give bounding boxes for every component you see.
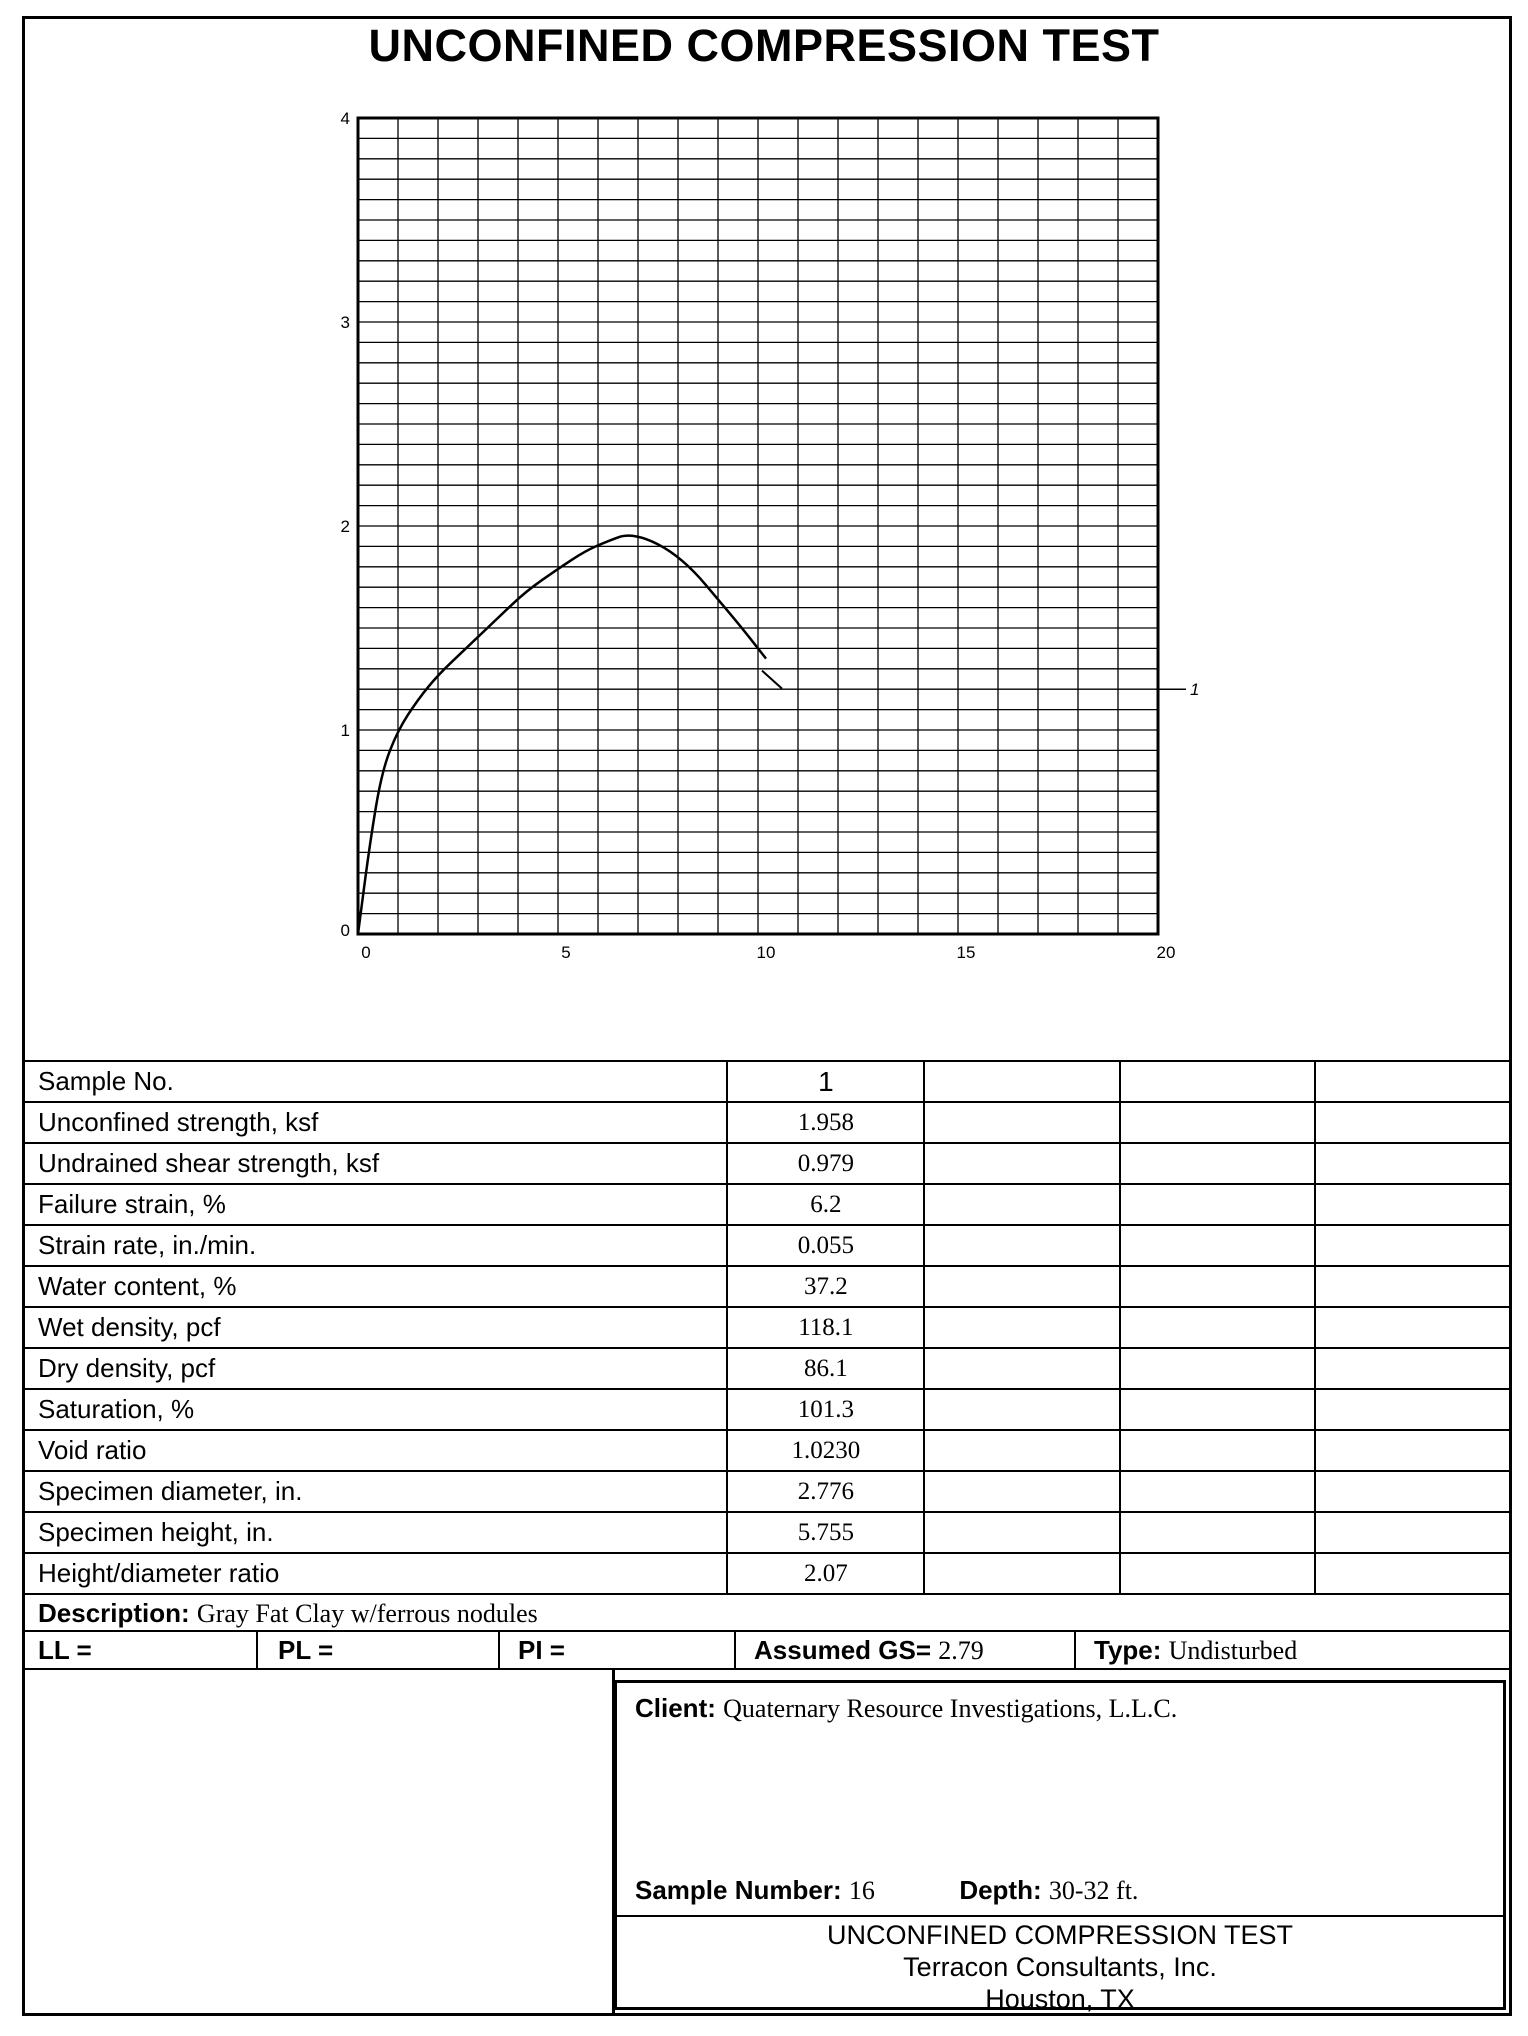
table-row <box>23 1266 1511 1307</box>
row-label: Sample No. <box>23 1061 727 1102</box>
table-row <box>23 1430 1511 1471</box>
row-value: 1 <box>727 1061 924 1102</box>
empty-cell <box>1120 1184 1316 1225</box>
table-row <box>23 1225 1511 1266</box>
empty-cell <box>924 1348 1120 1389</box>
empty-cell <box>1120 1266 1316 1307</box>
row-value: 118.1 <box>727 1307 924 1348</box>
table-row <box>23 1061 1511 1102</box>
limits-row <box>22 1632 1512 1670</box>
table-row <box>23 1307 1511 1348</box>
empty-cell <box>1315 1512 1511 1553</box>
empty-cell <box>1120 1471 1316 1512</box>
footer-title: UNCONFINED COMPRESSION TEST <box>826 1920 1294 1950</box>
table-row <box>23 1184 1511 1225</box>
empty-cell <box>1315 1471 1511 1512</box>
empty-cell <box>924 1389 1120 1430</box>
company-name: Terracon Consultants, Inc. <box>903 1952 1217 1982</box>
empty-cell <box>1315 1389 1511 1430</box>
row-label: Water content, % <box>23 1266 727 1307</box>
x-tick-label: 10 <box>756 943 776 962</box>
row-value: 101.3 <box>727 1389 924 1430</box>
row-label: Saturation, % <box>23 1389 727 1430</box>
row-value: 0.055 <box>727 1225 924 1266</box>
y-tick-label: 3 <box>340 313 350 332</box>
stress-strain-curve <box>358 536 766 934</box>
pi-label: PI = <box>518 1635 565 1665</box>
empty-cell <box>1120 1102 1316 1143</box>
y-tick-label: 1 <box>340 721 350 740</box>
empty-cell <box>924 1102 1120 1143</box>
empty-cell <box>924 1430 1120 1471</box>
empty-cell <box>1315 1143 1511 1184</box>
title-block <box>617 1915 1503 2014</box>
y-tick-label: 4 <box>340 109 350 128</box>
x-tick-labels <box>361 943 1175 962</box>
empty-cell <box>1120 1348 1316 1389</box>
row-value: 1.958 <box>727 1102 924 1143</box>
stress-strain-chart <box>0 0 1528 1000</box>
empty-cell <box>924 1143 1120 1184</box>
table-row <box>23 1389 1511 1430</box>
table-row <box>23 1143 1511 1184</box>
empty-cell <box>1315 1061 1511 1102</box>
ll-label: LL = <box>38 1635 92 1665</box>
empty-cell <box>1315 1348 1511 1389</box>
row-value: 2.07 <box>727 1553 924 1594</box>
row-label: Strain rate, in./min. <box>23 1225 727 1266</box>
results-table <box>22 1060 1512 1595</box>
empty-cell <box>1315 1430 1511 1471</box>
empty-cell <box>924 1307 1120 1348</box>
empty-cell <box>1120 1307 1316 1348</box>
failure-mark <box>762 671 782 689</box>
row-value: 6.2 <box>727 1184 924 1225</box>
row-value: 86.1 <box>727 1348 924 1389</box>
page-title: UNCONFINED COMPRESSION TEST <box>368 20 1160 71</box>
x-tick-label: 20 <box>1156 943 1176 962</box>
row-label: Specimen height, in. <box>23 1512 727 1553</box>
description-row <box>22 1594 1512 1632</box>
row-label: Specimen diameter, in. <box>23 1471 727 1512</box>
empty-cell <box>1120 1061 1316 1102</box>
empty-cell <box>1315 1266 1511 1307</box>
row-value: 2.776 <box>727 1471 924 1512</box>
row-value: 1.0230 <box>727 1430 924 1471</box>
empty-cell <box>1120 1143 1316 1184</box>
x-tick-label: 15 <box>956 943 976 962</box>
empty-cell <box>924 1471 1120 1512</box>
row-label: Undrained shear strength, ksf <box>23 1143 727 1184</box>
x-tick-label: 5 <box>561 943 571 962</box>
empty-cell <box>924 1553 1120 1594</box>
row-value: 37.2 <box>727 1266 924 1307</box>
table-row <box>23 1553 1511 1594</box>
company-location: Houston, TX <box>985 1984 1135 2014</box>
row-value: 5.755 <box>727 1512 924 1553</box>
empty-cell <box>1315 1102 1511 1143</box>
table-row <box>23 1102 1511 1143</box>
chart-grid <box>358 118 1158 934</box>
x-tick-label: 0 <box>361 943 371 962</box>
info-box <box>614 1680 1506 2014</box>
y-tick-labels <box>341 109 350 940</box>
empty-cell <box>1120 1512 1316 1553</box>
series-label: 1 <box>1190 680 1200 700</box>
description-value: Gray Fat Clay w/ferrous nodules <box>196 1599 538 1628</box>
sample-type: Type: Undisturbed <box>1094 1635 1298 1665</box>
table-row <box>23 1471 1511 1512</box>
sample-line: Sample Number: 16 Depth: 30-32 ft. <box>635 1875 1139 1905</box>
table-row <box>23 1348 1511 1389</box>
description-label: Description: <box>38 1598 190 1628</box>
empty-cell <box>1315 1307 1511 1348</box>
empty-cell <box>924 1512 1120 1553</box>
client-line: Client: Quaternary Resource Investigations, L.L.C. <box>635 1693 1178 1723</box>
assumed-gs: Assumed GS= 2.79 <box>754 1635 984 1665</box>
empty-cell <box>924 1225 1120 1266</box>
row-label: Wet density, pcf <box>23 1307 727 1348</box>
row-value: 0.979 <box>727 1143 924 1184</box>
empty-cell <box>924 1184 1120 1225</box>
row-label: Void ratio <box>23 1430 727 1471</box>
empty-cell <box>924 1061 1120 1102</box>
y-tick-label: 0 <box>340 921 350 940</box>
empty-cell <box>1315 1553 1511 1594</box>
table-row <box>23 1512 1511 1553</box>
row-label: Height/diameter ratio <box>23 1553 727 1594</box>
row-label: Dry density, pcf <box>23 1348 727 1389</box>
row-label: Unconfined strength, ksf <box>23 1102 727 1143</box>
empty-cell <box>1315 1184 1511 1225</box>
row-label: Failure strain, % <box>23 1184 727 1225</box>
empty-cell <box>1120 1430 1316 1471</box>
empty-cell <box>1120 1225 1316 1266</box>
empty-cell <box>1120 1389 1316 1430</box>
pl-label: PL = <box>278 1635 334 1665</box>
y-tick-label: 2 <box>340 517 350 536</box>
empty-cell <box>1120 1553 1316 1594</box>
empty-cell <box>924 1266 1120 1307</box>
empty-cell <box>1315 1225 1511 1266</box>
